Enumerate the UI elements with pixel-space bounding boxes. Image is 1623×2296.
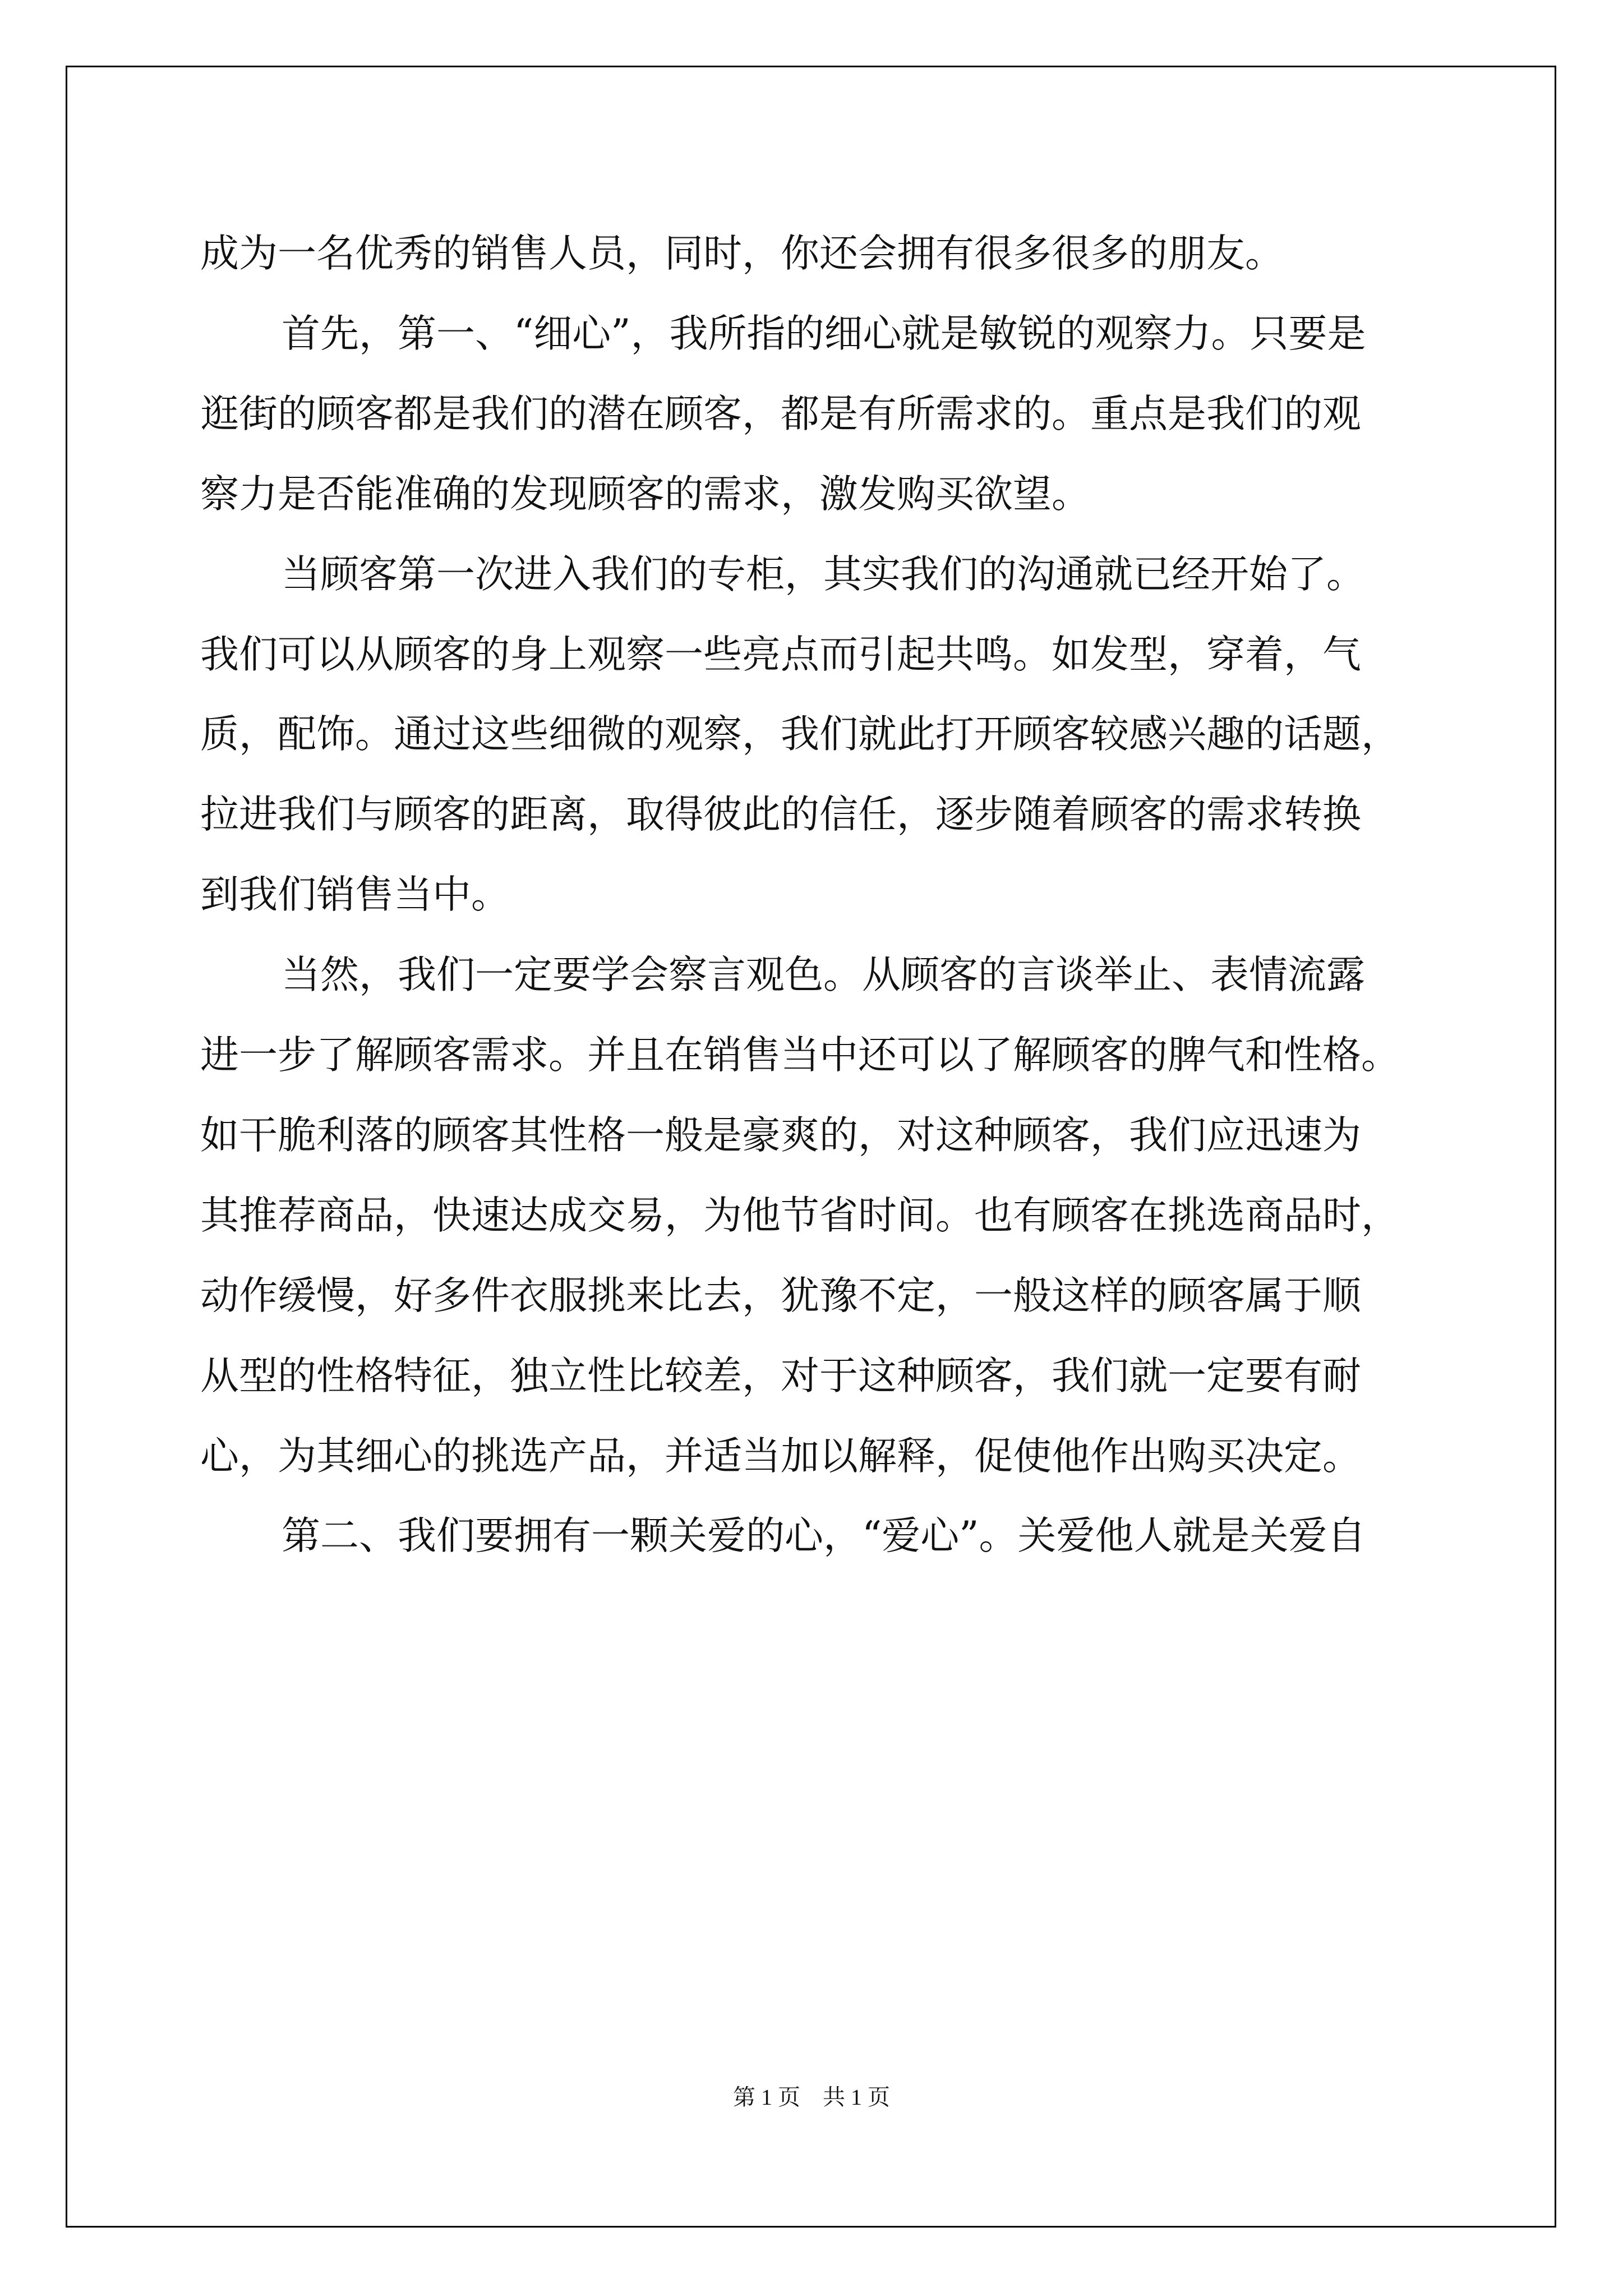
text-line: 拉进我们与顾客的距离，取得彼此的信任，逐步随着顾客的需求转换	[200, 792, 1361, 838]
page-footer: 第 1 页 共 1 页	[733, 2085, 890, 2110]
text-line: 察力是否能准确的发现顾客的需求，激发购买欲望。	[200, 471, 1090, 517]
text-line: 如干脆利落的顾客其性格一般是豪爽的，对这种顾客，我们应迅速为	[200, 1112, 1361, 1158]
text-line: 首先，第一、“细心”，我所指的细心就是敏锐的观察力。只要是	[282, 311, 1366, 356]
text-line: 第二、我们要拥有一颗关爱的心，“爱心”。关爱他人就是关爱自	[282, 1513, 1366, 1559]
text-line: 动作缓慢，好多件衣服挑来比去，犹豫不定，一般这样的顾客属于顺	[200, 1273, 1361, 1318]
text-line: 当顾客第一次进入我们的专柜，其实我们的沟通就已经开始了。	[282, 551, 1365, 597]
text-line: 逛街的顾客都是我们的潜在顾客，都是有所需求的。重点是我们的观	[200, 391, 1361, 436]
text-line: 到我们销售当中。	[200, 872, 510, 918]
text-line: 进一步了解顾客需求。并且在销售当中还可以了解顾客的脾气和性格。	[200, 1033, 1400, 1078]
text-line: 质，配饰。通过这些细微的观察，我们就此打开顾客较感兴趣的话题，	[200, 712, 1400, 757]
text-line: 成为一名优秀的销售人员，同时，你还会拥有很多很多的朋友。	[200, 231, 1284, 276]
text-line: 其推荐商品，快速达成交易，为他节省时间。也有顾客在挑选商品时，	[200, 1193, 1400, 1238]
text-line: 从型的性格特征，独立性比较差，对于这种顾客，我们就一定要有耐	[200, 1353, 1361, 1398]
text-line: 当然，我们一定要学会察言观色。从顾客的言谈举止、表情流露	[282, 953, 1365, 998]
text-line: 我们可以从顾客的身上观察一些亮点而引起共鸣。如发型，穿着，气	[200, 632, 1361, 677]
text-line: 心，为其细心的挑选产品，并适当加以解释，促使他作出购买决定。	[200, 1433, 1361, 1479]
